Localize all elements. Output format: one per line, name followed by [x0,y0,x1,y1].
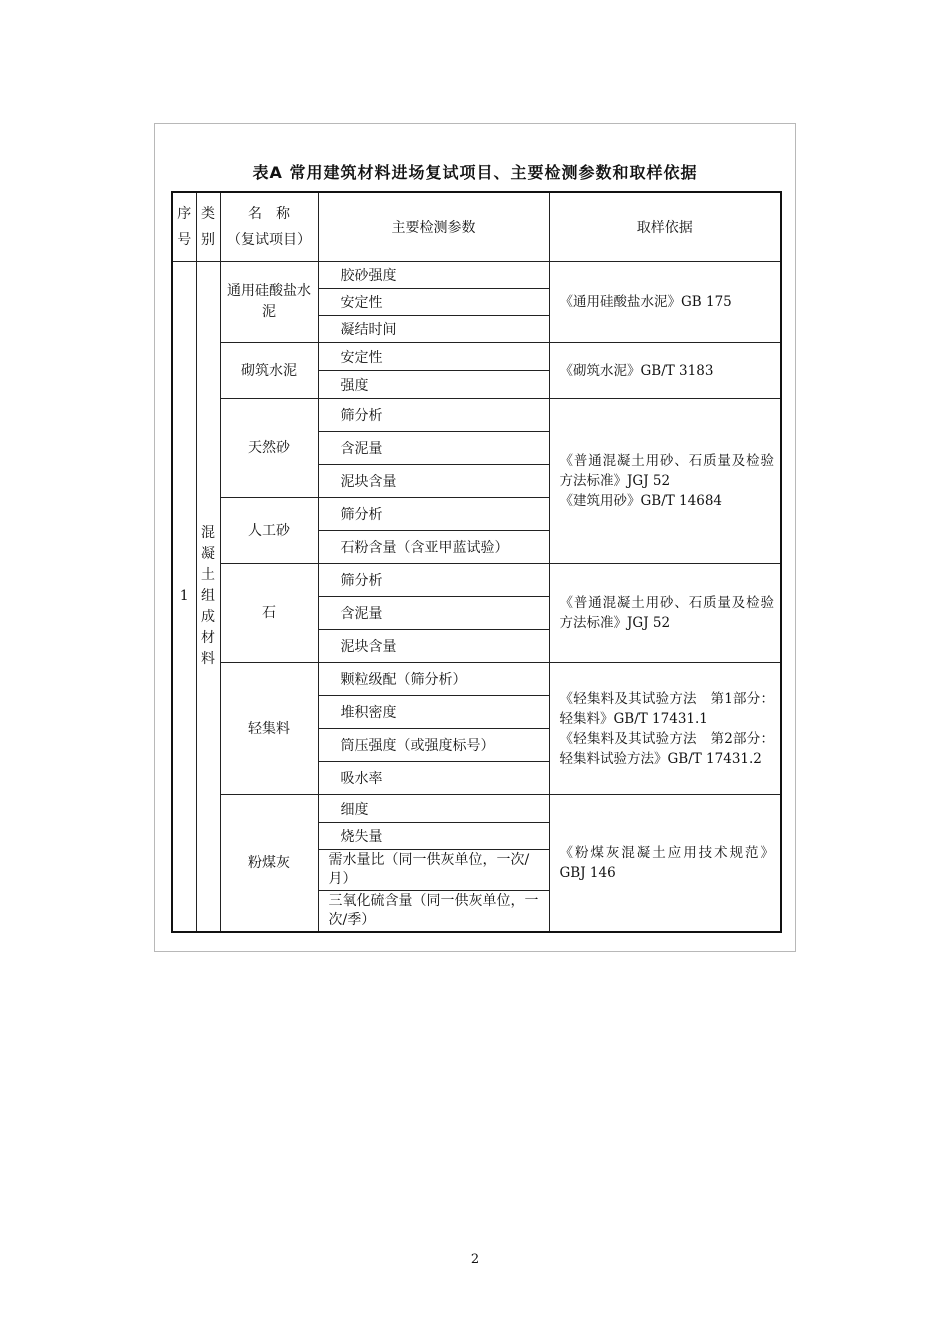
header-basis: 取样依据 [549,192,781,262]
header-category-line1: 类 [201,206,215,222]
basis-cell [549,663,781,795]
param-cell: 颗粒级配（筛分析） [318,663,549,696]
param-cell: 安定性 [318,289,549,316]
header-name [220,192,318,262]
table-row [172,343,781,371]
material-name: 人工砂 [220,498,318,564]
table-row [172,663,781,696]
material-name-text: 通用硅酸盐水泥 [227,283,311,320]
materials-table [171,191,782,933]
table-row [172,399,781,432]
param-cell: 含泥量 [318,432,549,465]
basis-cell: 《砌筑水泥》GB/T 3183 [549,343,781,399]
param-cell: 泥块含量 [318,630,549,663]
header-seq [172,192,196,262]
param-cell: 筛分析 [318,399,549,432]
basis-cell [549,399,781,564]
param-cell: 筛分析 [318,564,549,597]
param-cell: 强度 [318,371,549,399]
header-name-line2: （复试项目） [227,232,311,248]
param-cell: 堆积密度 [318,696,549,729]
material-name: 天然砂 [220,399,318,498]
material-name: 粉煤灰 [220,795,318,932]
table-row [172,564,781,597]
header-seq-line1: 序 [177,206,192,222]
basis-cell: 《粉煤灰混凝土应用技术规范》GBJ 146 [549,795,781,932]
param-cell: 筒压强度（或强度标号） [318,729,549,762]
material-name: 石 [220,564,318,663]
header-category [196,192,220,262]
header-seq-line2: 号 [177,232,192,248]
basis-line: 《建筑用砂》GB/T 14684 [559,493,722,509]
material-name: 轻集料 [220,663,318,795]
param-cell: 细度 [318,795,549,823]
param-cell: 吸水率 [318,762,549,795]
header-category-line2: 别 [201,232,215,248]
basis-line: 《轻集料及其试验方法 第1部分：轻集料》GB/T 17431.1 [559,690,774,727]
category-cell [196,262,220,932]
param-cell: 需水量比（同一供灰单位，一次/月） [318,850,549,891]
param-cell: 石粉含量（含亚甲蓝试验） [318,531,549,564]
material-name: 砌筑水泥 [220,343,318,399]
param-cell: 安定性 [318,343,549,371]
header-row [172,192,781,262]
table-row [172,262,781,289]
basis-line: 《普通混凝土用砂、石质量及检验方法标准》JGJ 52 [559,453,774,489]
param-cell: 胶砂强度 [318,262,549,289]
basis-cell: 《普通混凝土用砂、石质量及检验方法标准》JGJ 52 [549,564,781,663]
header-params: 主要检测参数 [318,192,549,262]
param-cell: 含泥量 [318,597,549,630]
table-title: 表A 常用建筑材料进场复试项目、主要检测参数和取样依据 [252,163,698,182]
param-cell: 泥块含量 [318,465,549,498]
seq-cell: 1 [172,262,196,932]
page-number: 2 [470,1252,480,1267]
param-cell: 筛分析 [318,498,549,531]
param-cell: 三氧化硫含量（同一供灰单位，一次/季） [318,891,549,932]
basis-line: 《轻集料及其试验方法 第2部分：轻集料试验方法》GB/T 17431.2 [559,730,774,767]
header-name-line1: 名 称 [248,206,290,222]
category-label: 混凝土组成材料 [201,524,215,667]
param-cell: 烧失量 [318,823,549,850]
table-row [172,795,781,823]
material-name [220,262,318,343]
basis-cell: 《通用硅酸盐水泥》GB 175 [549,262,781,343]
param-cell: 凝结时间 [318,316,549,343]
